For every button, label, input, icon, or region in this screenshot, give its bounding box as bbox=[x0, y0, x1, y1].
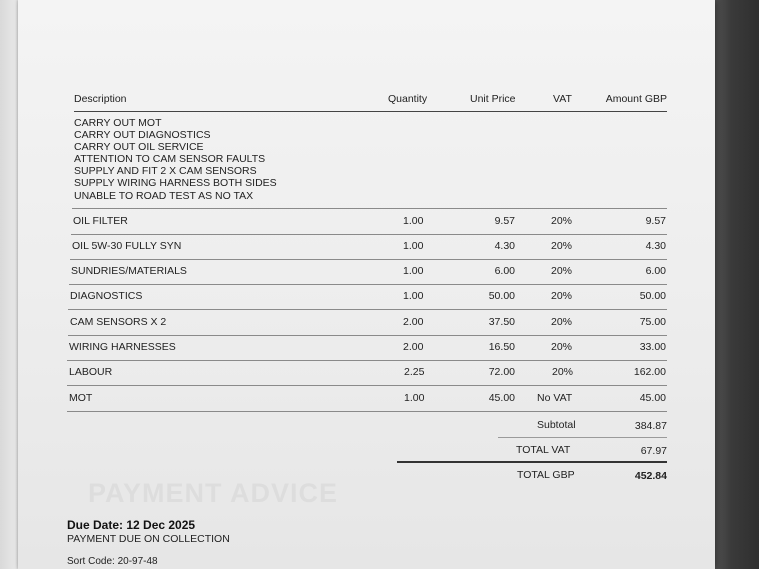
work-line: SUPPLY AND FIT 2 X CAM SENSORS bbox=[74, 165, 257, 178]
total-rule bbox=[397, 461, 667, 463]
show-through-heading: PAYMENT ADVICE bbox=[88, 478, 339, 508]
item-vat: 20% bbox=[551, 341, 573, 353]
item-amount: 4.30 bbox=[645, 240, 666, 252]
item-amount: 162.00 bbox=[633, 366, 666, 378]
item-description: OIL FILTER bbox=[73, 215, 128, 227]
item-quantity: 2.00 bbox=[403, 341, 424, 353]
item-vat: 20% bbox=[552, 366, 574, 378]
item-description: MOT bbox=[69, 392, 93, 404]
header-unit-price: Unit Price bbox=[470, 93, 516, 105]
item-quantity: 1.00 bbox=[403, 290, 424, 302]
work-line: CARRY OUT MOT bbox=[74, 117, 162, 129]
item-unit-price: 50.00 bbox=[488, 290, 515, 302]
work-line: CARRY OUT DIAGNOSTICS bbox=[74, 129, 211, 142]
item-quantity: 2.00 bbox=[403, 316, 424, 328]
item-vat: 20% bbox=[551, 265, 573, 277]
item-unit-price: 45.00 bbox=[488, 392, 515, 404]
item-description: LABOUR bbox=[69, 366, 113, 378]
item-quantity: 1.00 bbox=[404, 392, 425, 404]
item-amount: 50.00 bbox=[639, 290, 666, 302]
item-amount: 45.00 bbox=[639, 392, 666, 404]
line-items bbox=[18, 0, 715, 569]
item-quantity: 2.25 bbox=[404, 366, 425, 378]
table-row bbox=[71, 209, 667, 235]
header-quantity: Quantity bbox=[388, 93, 428, 105]
subtotal-value: 384.87 bbox=[634, 420, 667, 432]
sort-code: Sort Code: 20-97-48 bbox=[67, 556, 158, 567]
table-row bbox=[70, 234, 667, 260]
item-description: WIRING HARNESSES bbox=[69, 341, 176, 353]
item-quantity: 1.00 bbox=[403, 215, 424, 227]
invoice-page bbox=[18, 0, 715, 569]
item-amount: 33.00 bbox=[639, 341, 666, 353]
background-paper-left bbox=[0, 0, 20, 569]
total-gbp-value: 452.84 bbox=[634, 470, 667, 482]
item-quantity: 1.00 bbox=[403, 240, 424, 252]
item-vat: 20% bbox=[551, 215, 573, 227]
work-line: SUPPLY WIRING HARNESS BOTH SIDES bbox=[74, 177, 277, 190]
item-unit-price: 16.50 bbox=[488, 341, 515, 353]
item-amount: 9.57 bbox=[645, 215, 666, 227]
work-line: CARRY OUT OIL SERVICE bbox=[74, 141, 204, 154]
background-surface-right bbox=[713, 0, 759, 569]
item-amount: 6.00 bbox=[645, 265, 666, 277]
item-unit-price: 72.00 bbox=[488, 366, 515, 378]
due-date: Due Date: 12 Dec 2025 bbox=[67, 518, 196, 532]
item-quantity: 1.00 bbox=[403, 265, 424, 277]
header-amount: Amount GBP bbox=[605, 93, 667, 105]
table-row bbox=[67, 360, 667, 386]
subtotal-rule bbox=[498, 437, 667, 438]
total-vat-value: 67.97 bbox=[640, 445, 667, 457]
table-row bbox=[69, 259, 667, 285]
total-gbp-label: TOTAL GBP bbox=[517, 469, 575, 481]
item-vat: 20% bbox=[551, 240, 573, 252]
table-row bbox=[68, 310, 667, 336]
item-unit-price: 6.00 bbox=[494, 265, 515, 277]
item-description: OIL 5W-30 FULLY SYN bbox=[72, 240, 182, 252]
item-unit-price: 9.57 bbox=[494, 215, 515, 227]
payment-note: PAYMENT DUE ON COLLECTION bbox=[67, 533, 230, 545]
item-vat: 20% bbox=[551, 316, 573, 328]
item-description: SUNDRIES/MATERIALS bbox=[71, 265, 187, 277]
work-line: UNABLE TO ROAD TEST AS NO TAX bbox=[74, 189, 254, 202]
subtotal-label: Subtotal bbox=[537, 419, 576, 431]
table-row bbox=[68, 284, 667, 310]
item-description: CAM SENSORS X 2 bbox=[70, 316, 167, 328]
total-vat-label: TOTAL VAT bbox=[516, 444, 571, 456]
table-row bbox=[67, 386, 667, 412]
table-row bbox=[67, 335, 667, 361]
item-unit-price: 4.30 bbox=[494, 240, 515, 252]
header-description: Description bbox=[74, 93, 127, 105]
item-vat: No VAT bbox=[537, 392, 573, 404]
work-line: ATTENTION TO CAM SENSOR FAULTS bbox=[74, 153, 266, 166]
item-unit-price: 37.50 bbox=[488, 316, 515, 328]
item-amount: 75.00 bbox=[639, 316, 666, 328]
item-vat: 20% bbox=[551, 290, 573, 302]
item-description: DIAGNOSTICS bbox=[70, 290, 143, 302]
header-vat: VAT bbox=[553, 93, 572, 105]
